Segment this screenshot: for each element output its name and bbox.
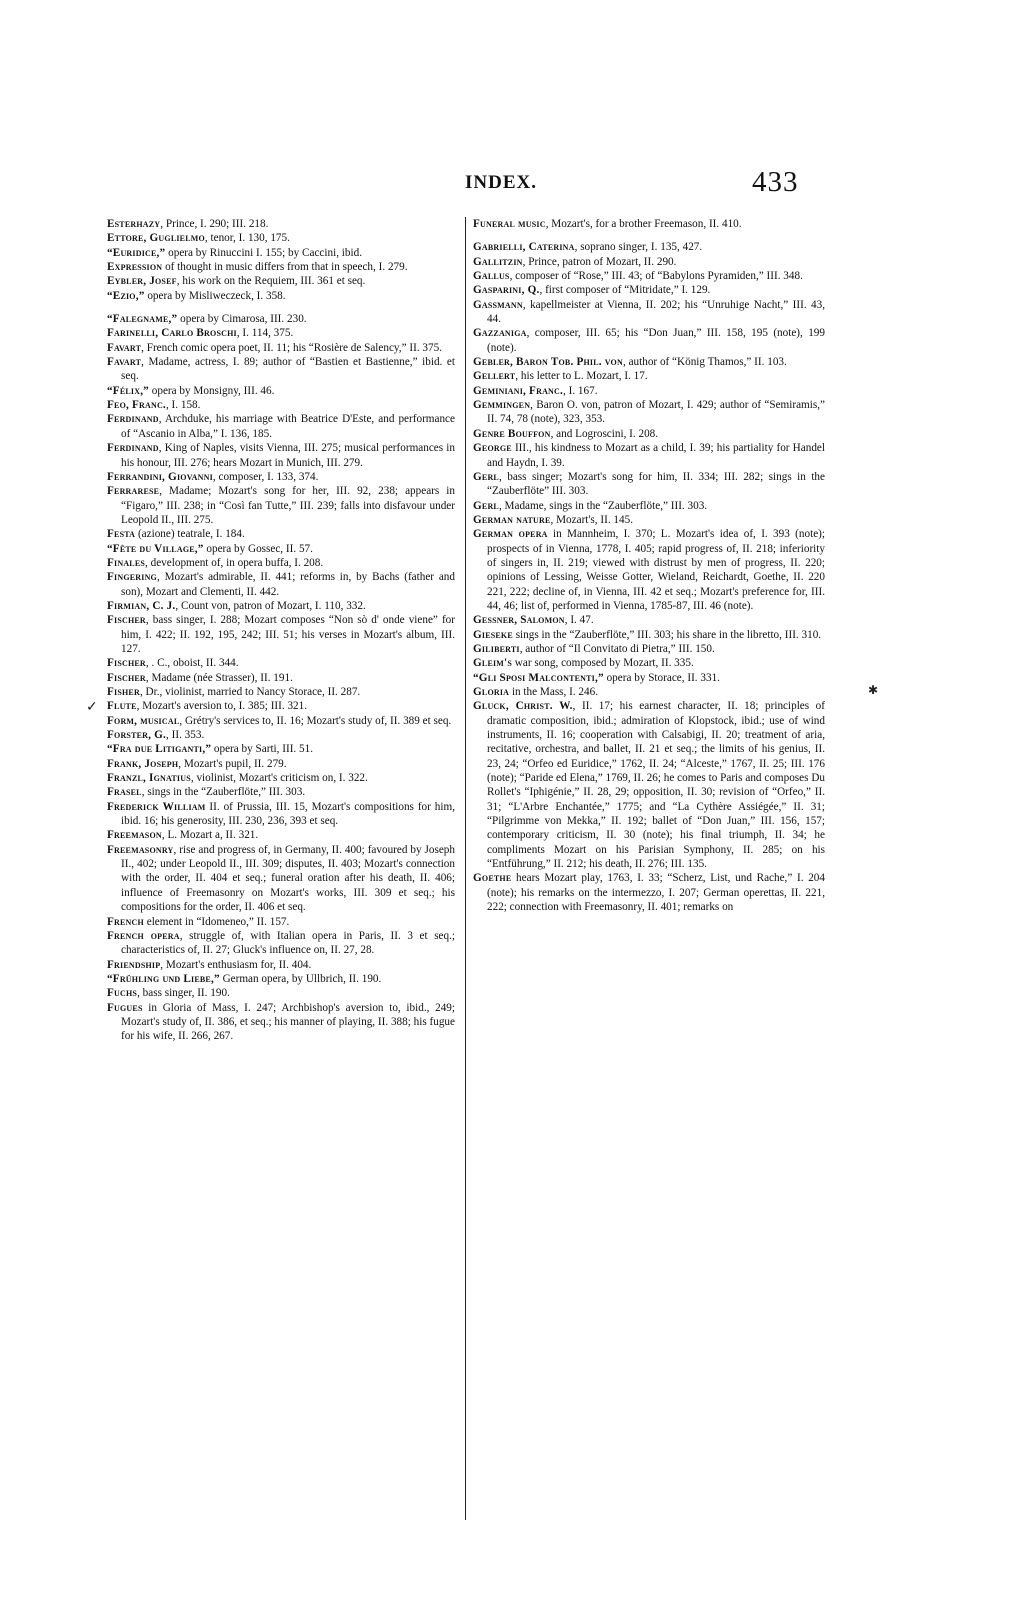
entry-headword: “Fra due Litiganti,” <box>107 743 212 756</box>
entry-text: , I. 167. <box>563 384 598 397</box>
entry-headword: Gazzaniga <box>473 327 527 340</box>
entry-headword: Gerl <box>473 470 499 483</box>
entry-text: , Mozart's pupil, II. 279. <box>178 757 287 770</box>
index-entry <box>473 355 825 369</box>
margin-check-mark-icon: ✓ <box>86 700 98 715</box>
entry-headword: Farinelli, Carlo Broschi <box>107 327 237 340</box>
index-entry <box>107 828 455 842</box>
entry-headword: Expression <box>107 261 163 274</box>
entry-text: , composer, I. 133, 374. <box>212 470 319 483</box>
entry-headword: Fischer <box>107 657 146 670</box>
index-entry <box>473 217 825 231</box>
index-entry <box>107 398 455 412</box>
entry-text: , Baron O. von, patron of Mozart, I. 429; author of “Semiramis,” II. 74, 78 (note), 323, 353. <box>487 399 825 426</box>
index-entry <box>107 312 455 326</box>
entry-headword: Gasparini, Q. <box>473 284 540 297</box>
page-title: INDEX. <box>465 172 537 193</box>
entry-headword: Fugues <box>107 1001 143 1014</box>
entry-headword: George <box>473 442 512 455</box>
entry-headword: Frasel <box>107 786 142 799</box>
entry-text: , Mozart's aversion to, I. 385; III. 321. <box>136 700 308 713</box>
entry-headword: Gieseke <box>473 628 513 641</box>
entry-text: in Gloria of Mass, I. 247; Archbishop's aversion to, ibid., 249; Mozart's study of, II. 386, et seq.; his manner of playing, II. 388; his fugue for his wife, II. 266, 267. <box>121 1001 455 1043</box>
entry-headword: Fischer <box>107 671 146 684</box>
entry-headword: Form, musical <box>107 714 180 727</box>
entry-headword: Favart <box>107 356 142 369</box>
entry-text: , Mozart's enthusiasm for, II. 404. <box>160 958 312 971</box>
entry-text: , L. Mozart a, II. 321. <box>161 829 259 842</box>
entry-text: , soprano singer, I. 135, 427. <box>574 241 703 254</box>
entry-headword: Forster, G. <box>107 729 167 742</box>
entry-headword: Flute <box>107 700 137 713</box>
entry-text: , rise and progress of, in Germany, II. 400; favoured by Joseph II., 402; under Leopold II., III. 309; disputes, II. 403; Mozart's connection with the order, II. 404 et seq.; funeral oration after his death, II. 406; influence of Freemasonry on Mozart's works, III. 309 et seq.; his compositions for the order, II. 406 et seq. <box>121 843 455 914</box>
entry-text: , I. 158. <box>165 399 201 412</box>
entry-text: , Mozart's admirable, II. 441; reforms in, by Bachs (father and son), Mozart and Clementi, II. 442. <box>121 571 455 598</box>
entry-text: opera by Rinuccini I. 155; by Caccini, ibid. <box>165 246 362 259</box>
entry-text: , French comic opera poet, II. 11; his “Rosière de Salency,” II. 375. <box>141 341 442 354</box>
index-entry <box>107 742 455 756</box>
index-entry <box>473 699 825 871</box>
entry-text: III., his kindness to Mozart as a child, I. 39; his partiality for Handel and Haydn, I. 39. <box>487 442 825 469</box>
index-entry <box>473 269 825 283</box>
entry-text: , Madame, sings in the “Zauberflöte,” III. 303. <box>498 499 708 512</box>
entry-text: , his letter to L. Mozart, I. 17. <box>515 370 648 383</box>
entry-headword: Fingering <box>107 571 157 584</box>
entry-text: , King of Naples, visits Vienna, III. 275; musical performances in his honour, III. 276; hears Mozart in Munich, III. 279. <box>121 442 455 469</box>
entry-headword: Genre Bouffon <box>473 427 551 440</box>
index-entry <box>107 656 455 670</box>
entry-text: , and Logroscini, I. 208. <box>550 427 659 440</box>
index-entry <box>473 656 825 670</box>
index-entry <box>473 326 825 355</box>
entry-text: in the Mass, I. 246. <box>509 686 599 698</box>
index-entry <box>107 326 455 340</box>
index-entry <box>107 785 455 799</box>
index-entry <box>107 771 455 785</box>
entry-text: , I. 47. <box>564 614 594 627</box>
index-entry <box>107 274 455 288</box>
entry-text: , Mozart's, II. 145. <box>550 513 634 526</box>
entry-headword: German nature <box>473 513 551 526</box>
index-entry <box>107 470 455 484</box>
index-entry <box>473 398 825 427</box>
index-entry <box>107 289 455 303</box>
entry-text: (azione) teatrale, I. 184. <box>135 528 245 541</box>
entry-headword: Gerl <box>473 499 499 512</box>
entry-text: hears Mozart play, 1763, I. 33; “Scherz, List, und Rache,” I. 204 (note); his remarks on the intermezzo, I. 207; German operettas, II. 221, 222; connection with Freemasonry, II. 401; remarks on <box>487 872 825 914</box>
index-entry <box>107 613 455 656</box>
entry-text: opera by Monsigny, III. 46. <box>148 384 275 397</box>
index-entry <box>107 355 455 384</box>
entry-headword: Frederick William <box>107 800 206 813</box>
index-entry <box>107 972 455 986</box>
entry-headword: Frank, Joseph <box>107 757 179 770</box>
index-entry <box>107 599 455 613</box>
index-entry <box>473 685 825 699</box>
entry-headword: Gessner, Salomon <box>473 614 565 627</box>
entry-headword: Ferrarese <box>107 485 160 498</box>
index-entry <box>107 441 455 470</box>
entry-headword: Gallitzin <box>473 255 523 268</box>
entry-text: element in “Idomeneo,” II. 157. <box>143 915 290 928</box>
index-entry <box>473 369 825 383</box>
margin-ink-mark-icon: ✱ <box>868 683 879 697</box>
entry-headword: French <box>107 915 144 928</box>
index-entry <box>473 613 825 627</box>
page-header <box>0 166 1035 206</box>
index-entry <box>473 499 825 513</box>
index-entry <box>107 527 455 541</box>
entry-headword: Gallus <box>473 270 510 283</box>
entry-text: opera by Misliweczeck, I. 358. <box>144 289 286 302</box>
index-entry <box>107 699 455 713</box>
entry-headword: Feo, Franc. <box>107 399 166 412</box>
index-entry <box>473 470 825 499</box>
index-entry <box>107 341 455 355</box>
entry-headword: Fischer <box>107 614 146 627</box>
entry-headword: Ferdinand <box>107 442 159 455</box>
entry-headword: Goethe <box>473 872 512 885</box>
entry-text: , Madame; Mozart's song for her, III. 92, 238; appears in “Figaro,” III. 238; in “Così fan Tutte,” III. 239; falls into disfavour under Leopold II., III. 275. <box>121 485 455 526</box>
entry-headword: Gebler, Baron Tob. Phil. von <box>473 356 623 369</box>
entry-headword: Gemmingen <box>473 399 531 412</box>
entry-text: , kapellmeister at Vienna, II. 202; his “Unruhige Nacht,” III. 43, 44. <box>487 298 825 326</box>
entry-text: , author of “Il Convitato di Pietra,” III. 150. <box>519 642 715 655</box>
entry-headword: “Félix,” <box>107 384 149 397</box>
index-entry <box>473 513 825 527</box>
index-entry <box>107 671 455 685</box>
index-entry <box>473 871 825 914</box>
entry-headword: Fuchs <box>107 987 138 1000</box>
entry-text: opera by Sarti, III. 51. <box>211 743 314 756</box>
index-entry <box>107 231 455 245</box>
entry-text: , tenor, I. 130, 175. <box>204 232 290 245</box>
entry-headword: Eybler, Josef <box>107 275 177 288</box>
entry-text: , Prince, I. 290; III. 218. <box>160 218 269 230</box>
index-entry <box>107 484 455 527</box>
entry-text: , Prince, patron of Mozart, II. 290. <box>522 255 677 268</box>
index-entry <box>107 217 455 231</box>
index-entry <box>107 1001 455 1044</box>
entry-text: , sings in the “Zauberflöte,” III. 303. <box>141 786 306 799</box>
entry-headword: Esterhazy <box>107 218 161 230</box>
entry-headword: Funeral music <box>473 218 546 230</box>
entry-headword: Gleim's <box>473 657 512 670</box>
index-entry <box>473 283 825 297</box>
entry-text: , bass singer, II. 190. <box>137 987 230 1000</box>
entry-text: II. of Prussia, III. 15, Mozart's compositions for him, ibid. 16; his generosity, III. 230, 236, 393 et seq. <box>121 800 455 828</box>
entry-headword: Finales <box>107 556 146 569</box>
entry-text: sings in the “Zauberflöte,” III. 303; his share in the libretto, III. 310. <box>512 628 822 641</box>
index-entry <box>473 527 825 613</box>
entry-headword: “Falegname,” <box>107 313 178 326</box>
entry-headword: Firmian, C. J. <box>107 599 176 612</box>
entry-headword: Geminiani, Franc. <box>473 384 563 397</box>
index-entry <box>107 757 455 771</box>
index-entry <box>107 843 455 915</box>
entry-text: German opera, by Ullbrich, II. 190. <box>219 972 382 985</box>
entry-headword: Ettore, Guglielmo <box>107 232 205 245</box>
index-entry <box>107 986 455 1000</box>
index-entry <box>473 427 825 441</box>
index-entry <box>107 384 455 398</box>
entry-text: , Madame, actress, I. 89; author of “Bastien et Bastienne,” ibid. et seq. <box>121 356 455 383</box>
entry-text: , Dr., violinist, married to Nancy Storace, II. 287. <box>139 686 361 698</box>
entry-text: , author of “König Thamos,” II. 103. <box>622 356 787 369</box>
index-entry <box>473 255 825 269</box>
index-entry <box>107 556 455 570</box>
index-entry <box>107 714 455 728</box>
entry-text: , Grétry's services to, II. 16; Mozart's study of, II. 389 et seq. <box>179 714 452 727</box>
index-entry <box>107 800 455 829</box>
index-entry <box>107 570 455 599</box>
entry-text: , first composer of “Mitridate,” I. 129. <box>539 284 711 297</box>
entry-text: , bass singer, I. 288; Mozart composes “Non sò d' onde viene” for him, I. 422; II. 192, 195, 242; III. 51; his verses in Mozart's album, III. 127. <box>121 614 455 655</box>
entry-text: , Madame (née Strasser), II. 191. <box>145 671 293 684</box>
entry-headword: Friendship <box>107 958 161 971</box>
entry-headword: Freemasonry <box>107 843 174 856</box>
entry-headword: Festa <box>107 528 136 541</box>
index-entry <box>107 685 455 699</box>
entry-headword: “Fête du Village,” <box>107 542 204 555</box>
entry-text: , I. 114, 375. <box>236 327 294 340</box>
entry-text: , his work on the Requiem, III. 361 et seq. <box>176 275 366 288</box>
entry-text: , Mozart's, for a brother Freemason, II. 410. <box>545 218 742 230</box>
entry-text: , bass singer; Mozart's song for him, II. 334; III. 282; sings in the “Zauberflöte” III. 303. <box>487 470 825 498</box>
entry-text: , development of, in opera buffa, I. 208. <box>145 556 324 569</box>
entry-text: of thought in music differs from that in speech, I. 279. <box>162 261 408 274</box>
index-entry <box>473 240 825 254</box>
index-entry <box>473 298 825 327</box>
entry-headword: “Euridice,” <box>107 246 166 259</box>
entry-headword: Gassmann <box>473 298 523 311</box>
index-entry <box>473 384 825 398</box>
entry-headword: “Gli Sposi Malcontenti,” <box>473 671 604 684</box>
entry-headword: Franzl, Ignatius <box>107 772 191 785</box>
entry-headword: Gloria <box>473 686 510 698</box>
entry-text: in Mannheim, I. 370; L. Mozart's idea of, I. 393 (note); prospects of in Vienna, 1778, I. 405; rapid progress of, II. 218; inferiority of singers in, II. 219; viewed with distrust by men of progress, II. 220; opinions of Lessing, Weisse Gotter, Wieland, Reichardt, Goethe, II. 220 221, 222; decline of, in Vienna, III. 42 et seq.; Mozart's preference for, III. 44, 46; list of, performed in Vienna, 1785-87, III. 46 (note). <box>487 528 825 612</box>
entry-headword: Gabrielli, Caterina <box>473 241 575 254</box>
entry-text: , Archduke, his marriage with Beatrice D'Este, and performance of “Ascanio in Alba,” I. 136, 185. <box>121 413 455 440</box>
index-entry <box>107 929 455 958</box>
entry-text: , Count von, patron of Mozart, I. 110, 332. <box>175 599 366 612</box>
entry-headword: French opera <box>107 929 180 942</box>
index-entry <box>107 246 455 260</box>
entry-headword: Fisher <box>107 686 140 698</box>
entry-headword: Gluck, Christ. W. <box>473 700 573 713</box>
entry-text: , composer, III. 65; his “Don Juan,” III. 158, 195 (note), 199 (note). <box>487 327 825 354</box>
index-entry <box>107 728 455 742</box>
entry-headword: Ferdinand <box>107 413 159 426</box>
index-column-left <box>107 217 466 1520</box>
entry-text: , II. 353. <box>166 729 205 742</box>
entry-headword: Gellert <box>473 370 516 383</box>
entry-headword: German opera <box>473 528 548 541</box>
entry-headword: “Frühling und Liebe,” <box>107 972 220 985</box>
index-entry <box>107 542 455 556</box>
page-number: 433 <box>752 166 799 198</box>
entry-text: , violinist, Mozart's criticism on, I. 322. <box>190 772 368 785</box>
index-entry <box>473 671 825 685</box>
entry-text: war song, composed by Mozart, II. 335. <box>512 657 694 670</box>
index-entry <box>473 642 825 656</box>
entry-text: , struggle of, with Italian opera in Paris, II. 3 et seq.; characteristics of, II. 27; Gluck's influence on, II. 27, 28. <box>121 929 456 957</box>
entry-text: opera by Storace, II. 331. <box>603 671 720 684</box>
entry-headword: Freemason <box>107 829 162 842</box>
entry-headword: Favart <box>107 341 142 354</box>
index-entry <box>107 915 455 929</box>
index-entry <box>107 412 455 441</box>
entry-headword: Giliberti <box>473 642 520 655</box>
entry-headword: “Ezio,” <box>107 289 145 302</box>
entry-text: , II. 17; his earnest character, II. 18; principles of dramatic composition, ibid.; admiration of Klopstock, ibid.; use of wind instruments, II. 16; cooperation with Calsabigi, II. 20; treatment of aria, recitative, orchestra, and ballet, II. 21 et seq.; the limits of his genius, II. 23, 24; “Orfeo ed Euridice,” 1762, II. 24; “Alceste,” 1767, II. 25; III. 176 (note); “Paride ed Elena,” 1769, II. 26; he comes to Paris and composes Du Rollet's “Iphigénie,” II. 28, 29; opposition, II. 30; revision of “Orfeo,” II. 31; “L'Arbre Enchantée,” 1775; and “La Cythère Assiégée,” II. 31; “Pilgrimme von Mekka,” II. 192; ballet of “Don Juan,” III. 156, 157; contemporary criticism, II. 30 (note); his final triumph, II. 34; he compliments Mozart on his Parisian Symphony, II. 285; on his “Entführung,” II. 212; his death, II. 276; III. 135. <box>487 700 825 871</box>
index-entry <box>473 441 825 470</box>
index-entry <box>107 958 455 972</box>
index-column-right <box>473 217 825 915</box>
entry-headword: Ferrandini, Giovanni <box>107 470 213 483</box>
entry-text: , composer of “Rose,” III. 43; of “Babylons Pyramiden,” III. 348. <box>509 270 803 283</box>
entry-text: , . C., oboist, II. 344. <box>145 657 239 670</box>
index-entry <box>107 260 455 274</box>
entry-text: opera by Gossec, II. 57. <box>203 542 313 555</box>
entry-text: opera by Cimarosa, III. 230. <box>177 313 307 326</box>
index-entry <box>473 628 825 642</box>
